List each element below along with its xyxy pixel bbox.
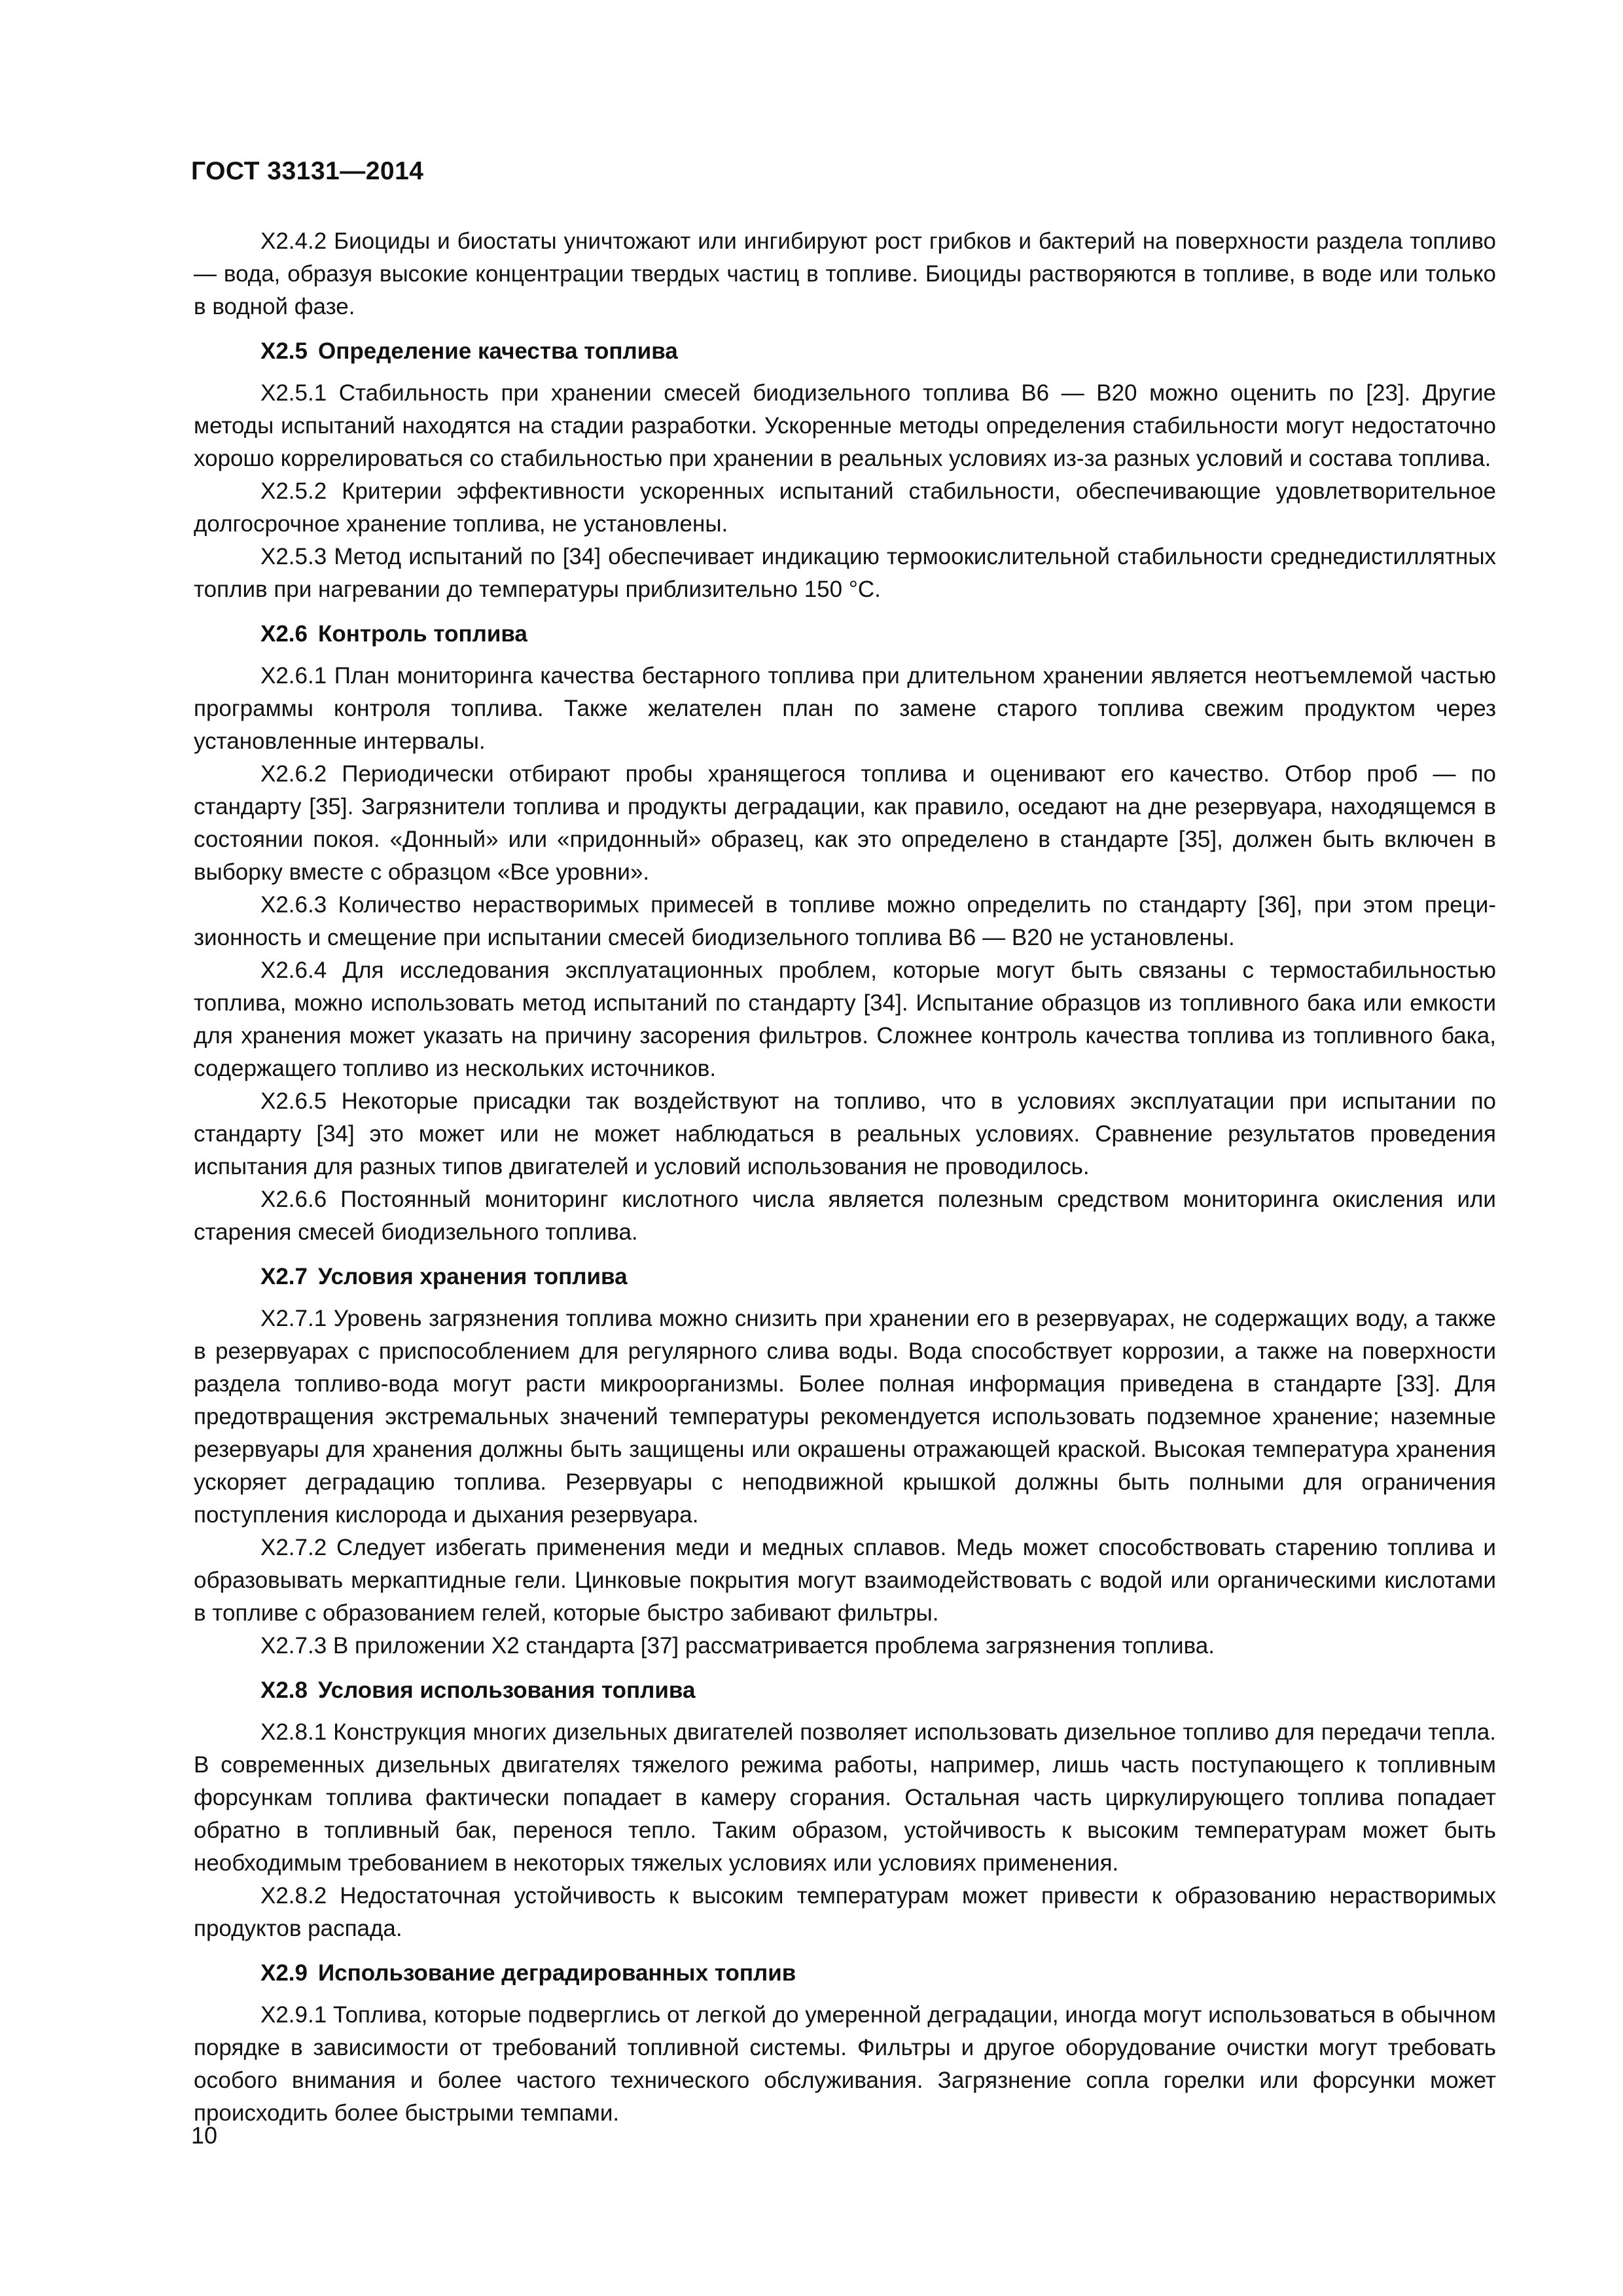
document-body [194,225,1496,2130]
paragraph: X2.6.5 Некоторые присадки так воздействуют на топливо, что в условиях эксплуатации при испытании по стандарту [34] это может или не может наблюдаться в реальных условиях. Сравнение результатов проведения испытания для разных типов двигателей и условий использования не проводилось. [194,1088,1496,1179]
section-heading [194,335,1496,368]
document-header: ГОСТ 33131—2014 [191,157,424,185]
section-title: Условия хранения топлива [318,1264,628,1289]
paragraph: X2.5.2 Критерии эффективности ускоренных испытаний стабильности, обеспечивающие удовлетворительное долгосрочное хранение топлива, не установлены. [194,478,1496,537]
paragraph: X2.7.2 Следует избегать применения меди и медных сплавов. Медь может способствовать старению топлива и образовывать меркаптидные гели. Цинковые покрытия могут взаимодействовать с водой или органическими кислотами в топливе с образованием гелей, которые быстро забивают фильтры. [194,1535,1496,1626]
paragraph: X2.5.3 Метод испытаний по [34] обеспечивает индикацию термоокислительной стабильности среднедистиллятных топлив при нагревании до температуры приблизительно 150 °С. [194,544,1496,602]
page-number: 10 [191,2122,218,2149]
paragraph: X2.6.3 Количество нерастворимых примесей в топливе можно определить по стандарту [36], при этом прецизионность и смещение при испытании смесей биодизельного топлива В6 — В20 не установлены. [194,892,1496,950]
section-heading [194,1261,1496,1293]
paragraph: X2.6.1 План мониторинга качества бестарного топлива при длительном хранении является неотъемлемой частью программы контроля топлива. Также желателен план по замене старого топлива свежим продуктом через установленные интервалы. [194,663,1496,754]
section-number: X2.8 [260,1677,308,1703]
paragraph: X2.5.1 Стабильность при хранении смесей биодизельного топлива В6 — В20 можно оценить по [23]. Другие методы испытаний находятся на стадии разработки. Ускоренные методы определения стабильности могут недостаточно хорошо коррелироваться со стабильностью при хранении в реальных условиях из-за разных условий и состава топлива. [194,380,1496,471]
section-title: Использование деградированных топлив [318,1960,796,1986]
section-title: Условия использования топлива [318,1677,696,1703]
section-title: Определение качества топлива [318,338,678,364]
section-number: X2.7 [260,1264,308,1289]
section-number: X2.6 [260,621,308,647]
paragraph: X2.9.1 Топлива, которые подверглись от легкой до умеренной деградации, иногда могут использоваться в обычном порядке в зависимости от требований топливной системы. Фильтры и другое оборудование очистки могут требовать особого внимания и более частого технического обслуживания. Загрязнение сопла горелки или форсунки может происходить более быстрыми темпами. [194,2002,1496,2126]
paragraph: X2.6.2 Периодически отбирают пробы хранящегося топлива и оценивают его качество. Отбор проб — по стандарту [35]. Загрязнители топлива и продукты деградации, как правило, оседают на дне резервуара, находящемся в состоянии покоя. «Донный» или «придонный» образец, как это определено в стандарте [35], должен быть включен в выборку вместе с образцом «Все уровни». [194,761,1496,885]
section-heading [194,1957,1496,1990]
paragraph: X2.4.2 Биоциды и биостаты уничтожают или ингибируют рост грибков и бактерий на поверхности раздела топливо — вода, образуя высокие концентрации твердых частиц в топливе. Биоциды растворяются в топливе, в воде или только в водной фазе. [194,228,1496,319]
section-number: X2.5 [260,338,308,364]
section-number: X2.9 [260,1960,308,1986]
section-heading [194,1674,1496,1707]
section-title: Контроль топлива [318,621,527,647]
paragraph: X2.8.1 Конструкция многих дизельных двигателей позволяет использовать дизельное топливо для передачи тепла. В современных дизельных двигателях тяжелого режима работы, например, лишь часть поступающего к топливным форсункам топлива фактически попадает в камеру сгорания. Остальная часть циркулирующего топлива попадает обратно в топливный бак, перенося тепло. Таким образом, устойчивость к высоким температурам может быть необходимым требованием в некоторых тяжелых условиях или условиях применения. [194,1719,1496,1876]
paragraph: X2.7.3 В приложении X2 стандарта [37] рассматривается проблема загрязнения топлива. [260,1633,1215,1659]
paragraph: X2.6.4 Для исследования эксплуатационных проблем, которые могут быть связаны с термостабильностью топлива, можно использовать метод испытаний по стандарту [34]. Испытание образцов из топливного бака или емкости для хранения может указать на причину засорения фильтров. Сложнее контроль качества топлива из топливного бака, содержащего топливо из нескольких источников. [194,958,1496,1081]
section-heading [194,618,1496,651]
paragraph: X2.6.6 Постоянный мониторинг кислотного числа является полезным средством мониторинга окисления или старения смесей биодизельного топлива. [194,1187,1496,1245]
paragraph: X2.8.2 Недостаточная устойчивость к высоким температурам может привести к образованию нерастворимых продуктов распада. [194,1883,1496,1941]
paragraph: X2.7.1 Уровень загрязнения топлива можно снизить при хранении его в резервуарах, не содержащих воду, а также в резервуарах с приспособлением для регулярного слива воды. Вода способствует коррозии, а также на поверхности раздела топливо-вода могут расти микроорганизмы. Более полная информация приведена в стандарте [33]. Для предотвращения экстремальных значений температуры рекомендуется использовать подземное хранение; наземные резервуары для хранения должны быть защищены или окрашены отражающей краской. Высокая температура хранения ускоряет деградацию топлива. Резервуары с неподвижной крышкой должны быть полными для ограничения поступления кислорода и дыхания резервуара. [194,1306,1496,1528]
